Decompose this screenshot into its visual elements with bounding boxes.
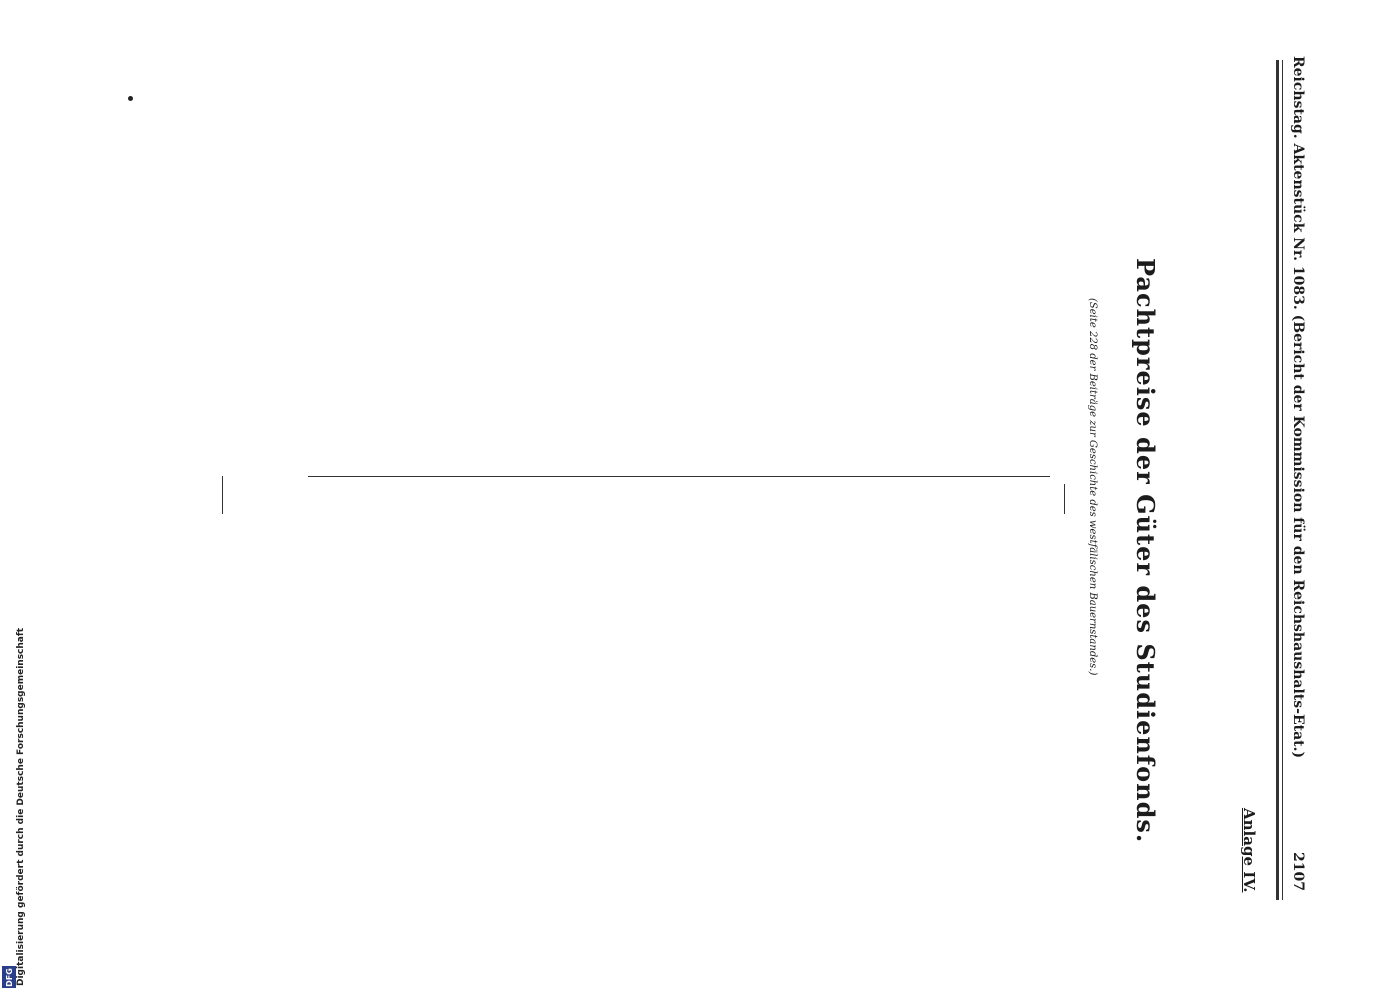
title-separator: [1064, 484, 1065, 514]
annex-label: Anlage IV.: [1240, 808, 1258, 893]
bottom-separator: [222, 476, 223, 514]
scan-speck: [128, 96, 133, 101]
header-rule-thin: [1282, 60, 1283, 900]
column-divider: [308, 476, 1050, 477]
document-title: Pachtpreise der Güter des Studienfonds.: [1131, 258, 1160, 844]
page-number: 2107: [1290, 852, 1306, 891]
document-subtitle: (Seite 228 der Beiträge zur Geschichte des westfälischen Bauernstandes.): [1087, 298, 1098, 676]
digitization-credit: Digitalisierung gefördert durch die Deutsche Forschungsgemeinschaft: [16, 627, 26, 986]
dfg-logo: [2, 966, 16, 988]
dfg-logo-text: DFG: [4, 967, 14, 987]
header-rule-thick: [1276, 60, 1279, 900]
running-header: Reichstag. Aktenstück Nr. 1083. (Bericht der Kommission für den Reichshaushalts-Etat.): [1290, 56, 1306, 759]
